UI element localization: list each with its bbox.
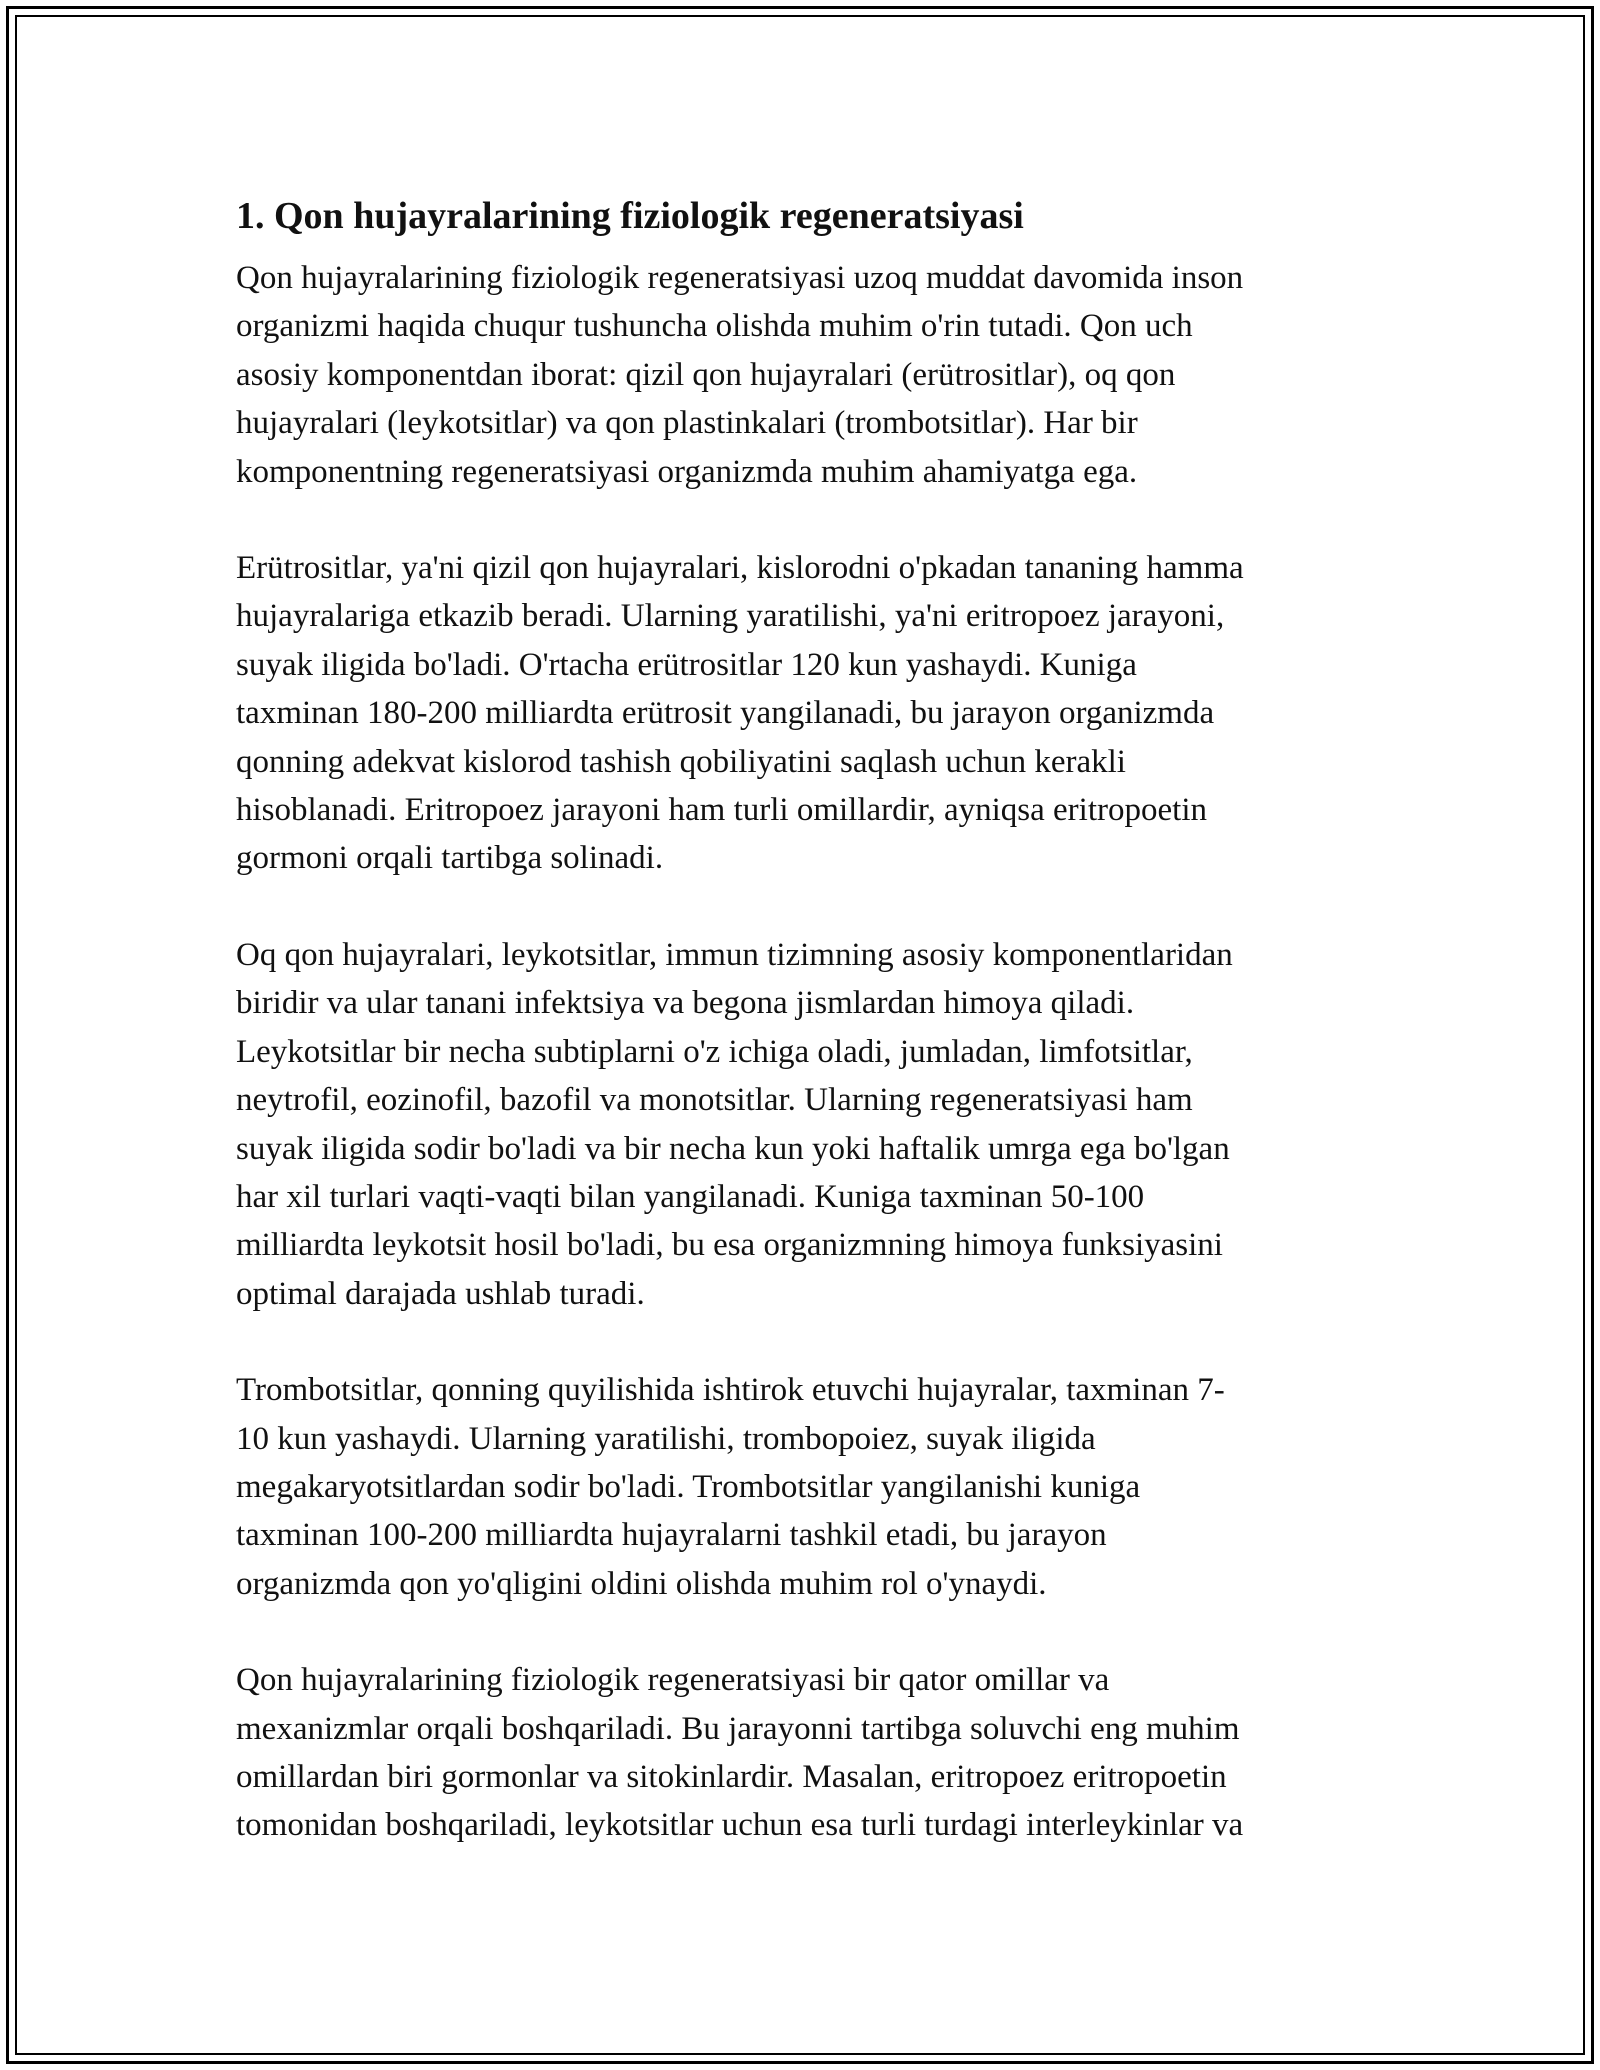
section-heading: 1. Qon hujayralarining fiziologik regeneratsiyasi [236, 195, 1024, 237]
paragraph-leukocytes: Oq qon hujayralari, leykotsitlar, immun tizimning asosiy komponentlaridan biridir va ular tanani infektsiya va begona jismlardan himoya qiladi. Leykotsitlar bir necha subtiplarni o'z ichiga oladi, jumladan, limfotsitlar, neytrofil, eozinofil, bazofil va monotsitlar. Ularning regeneratsiyasi ham suyak iligida sodir bo'ladi va bir necha kun yoki haftalik umrga ega bo'lgan har xil turlari vaqti-vaqti bilan yangilanadi. Kuniga taxminan 50-100 milliardta leykotsit hosil bo'ladi, bu esa organizmning himoya funksiyasini optimal darajada ushlab turadi. [236, 936, 1233, 1312]
paragraph-intro: Qon hujayralarining fiziologik regeneratsiyasi uzoq muddat davomida inson organizmi haqida chuqur tushuncha olishda muhim o'rin tutadi. Qon uch asosiy komponentdan iborat: qizil qon hujayralari (erütrositlar), oq qon hujayralari (leykotsitlar) va qon plastinkalari (trombotsitlar). Har bir komponentning regeneratsiyasi organizmda muhim ahamiyatga ega. [236, 260, 1244, 490]
paragraph-erythrocytes: Erütrositlar, ya'ni qizil qon hujayralari, kislorodni o'pkadan tananing hamma hujayralariga etkazib beradi. Ularning yaratilishi, ya'ni eritropoez jarayoni, suyak iligida bo'ladi. O'rtacha erütrositlar 120 kun yashaydi. Kuniga taxminan 180-200 milliardta erütrosit yangilanadi, bu jarayon organizmda qonning adekvat kislorod tashish qobiliyatini saqlash uchun kerakli hisoblanadi. Eritropoez jarayoni ham turli omillardir, ayniqsa eritropoetin gormoni orqali tartibga solinadi. [236, 550, 1244, 877]
paragraph-regulation: Qon hujayralarining fiziologik regeneratsiyasi bir qator omillar va mexanizmlar orqali boshqariladi. Bu jarayonni tartibga soluvchi eng muhim omillardan biri gormonlar va sitokinlardir. Masalan, eritropoez eritropoetin tomonidan boshqariladi, leykotsitlar uchun esa turli turdagi interleykinlar va [236, 1662, 1244, 1844]
document-page [236, 190, 1366, 1850]
paragraph-thrombocytes: Trombotsitlar, qonning quyilishida ishtirok etuvchi hujayralar, taxminan 7- 10 kun yashaydi. Ularning yaratilishi, trombopoiez, suyak iligida megakaryotsitlardan sodir bo'ladi. Trombotsitlar yangilanishi kuniga taxminan 100-200 milliardta hujayralarni tashkil etadi, bu jarayon organizmda qon yo'qligini oldini olishda muhim rol o'ynaydi. [236, 1372, 1225, 1602]
